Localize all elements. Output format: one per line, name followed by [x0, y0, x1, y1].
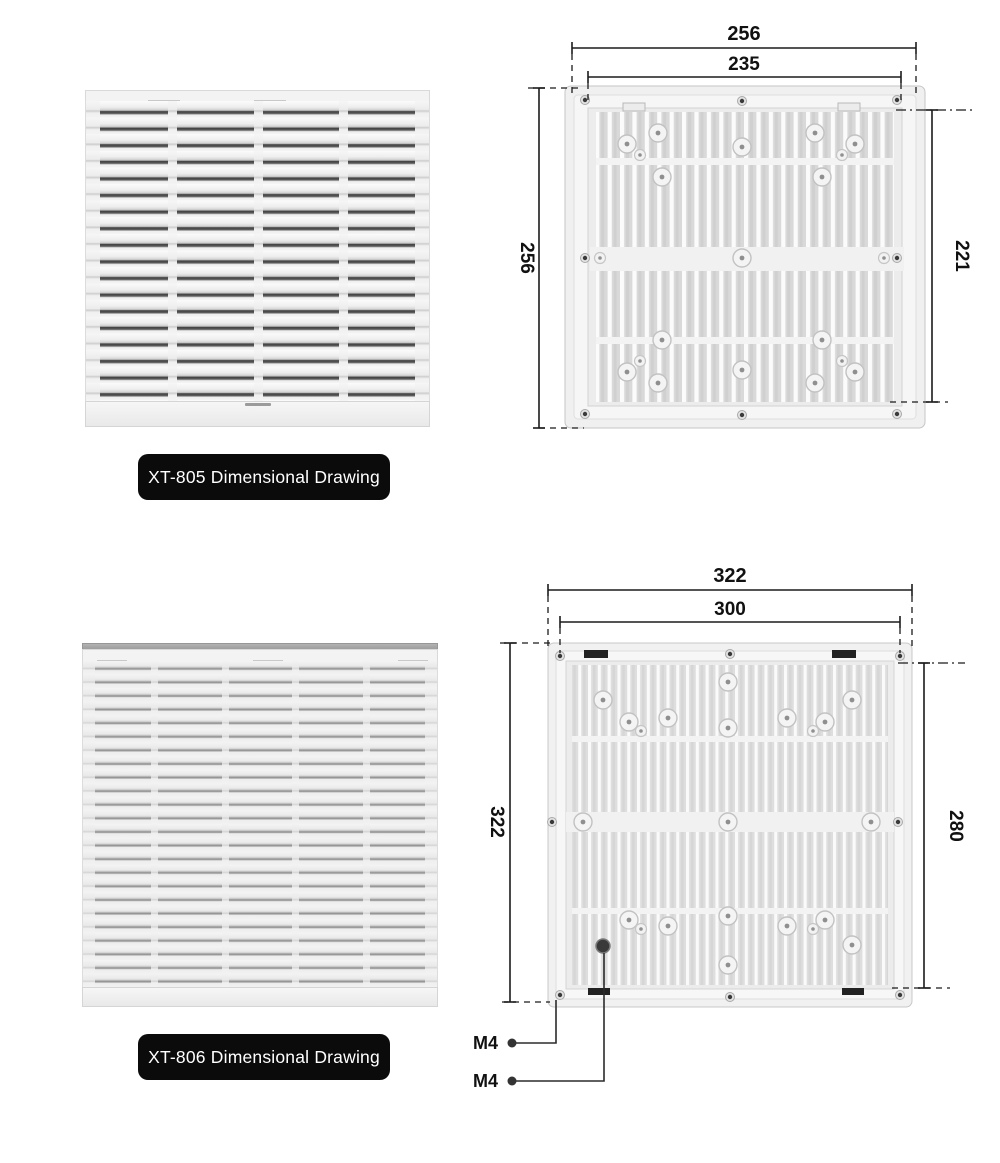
m4-leader-dot: [508, 1039, 517, 1048]
mount-clip: [838, 103, 860, 111]
mount-clip: [832, 650, 856, 658]
badge-label-xt805: XT-805 Dimensional Drawing: [148, 466, 380, 487]
dim-top-inner-xt805: 235: [728, 54, 760, 75]
mount-clip: [588, 988, 610, 995]
dim-right-xt806: 280: [945, 810, 966, 842]
m4-hole-marker: [596, 939, 610, 953]
dim-top-outer-xt805: 256: [727, 23, 761, 45]
mount-clip: [584, 650, 608, 658]
m4-label-top: M4: [472, 1033, 498, 1053]
badge-label-xt806: XT-806 Dimensional Drawing: [148, 1046, 380, 1067]
m4-label-bottom: M4: [472, 1071, 498, 1091]
dim-left-xt805: 256: [516, 242, 537, 274]
dim-top-outer-xt806: 322: [713, 565, 747, 587]
dim-left-xt806: 322: [486, 806, 507, 838]
dim-right-xt805: 221: [951, 240, 972, 272]
m4-leader-dot: [508, 1077, 517, 1086]
mount-clip: [842, 988, 864, 995]
rear-view-xt805: [516, 23, 972, 428]
mount-clip: [623, 103, 645, 111]
rear-view-xt806: [473, 565, 966, 1091]
dim-top-inner-xt806: 300: [714, 599, 746, 620]
